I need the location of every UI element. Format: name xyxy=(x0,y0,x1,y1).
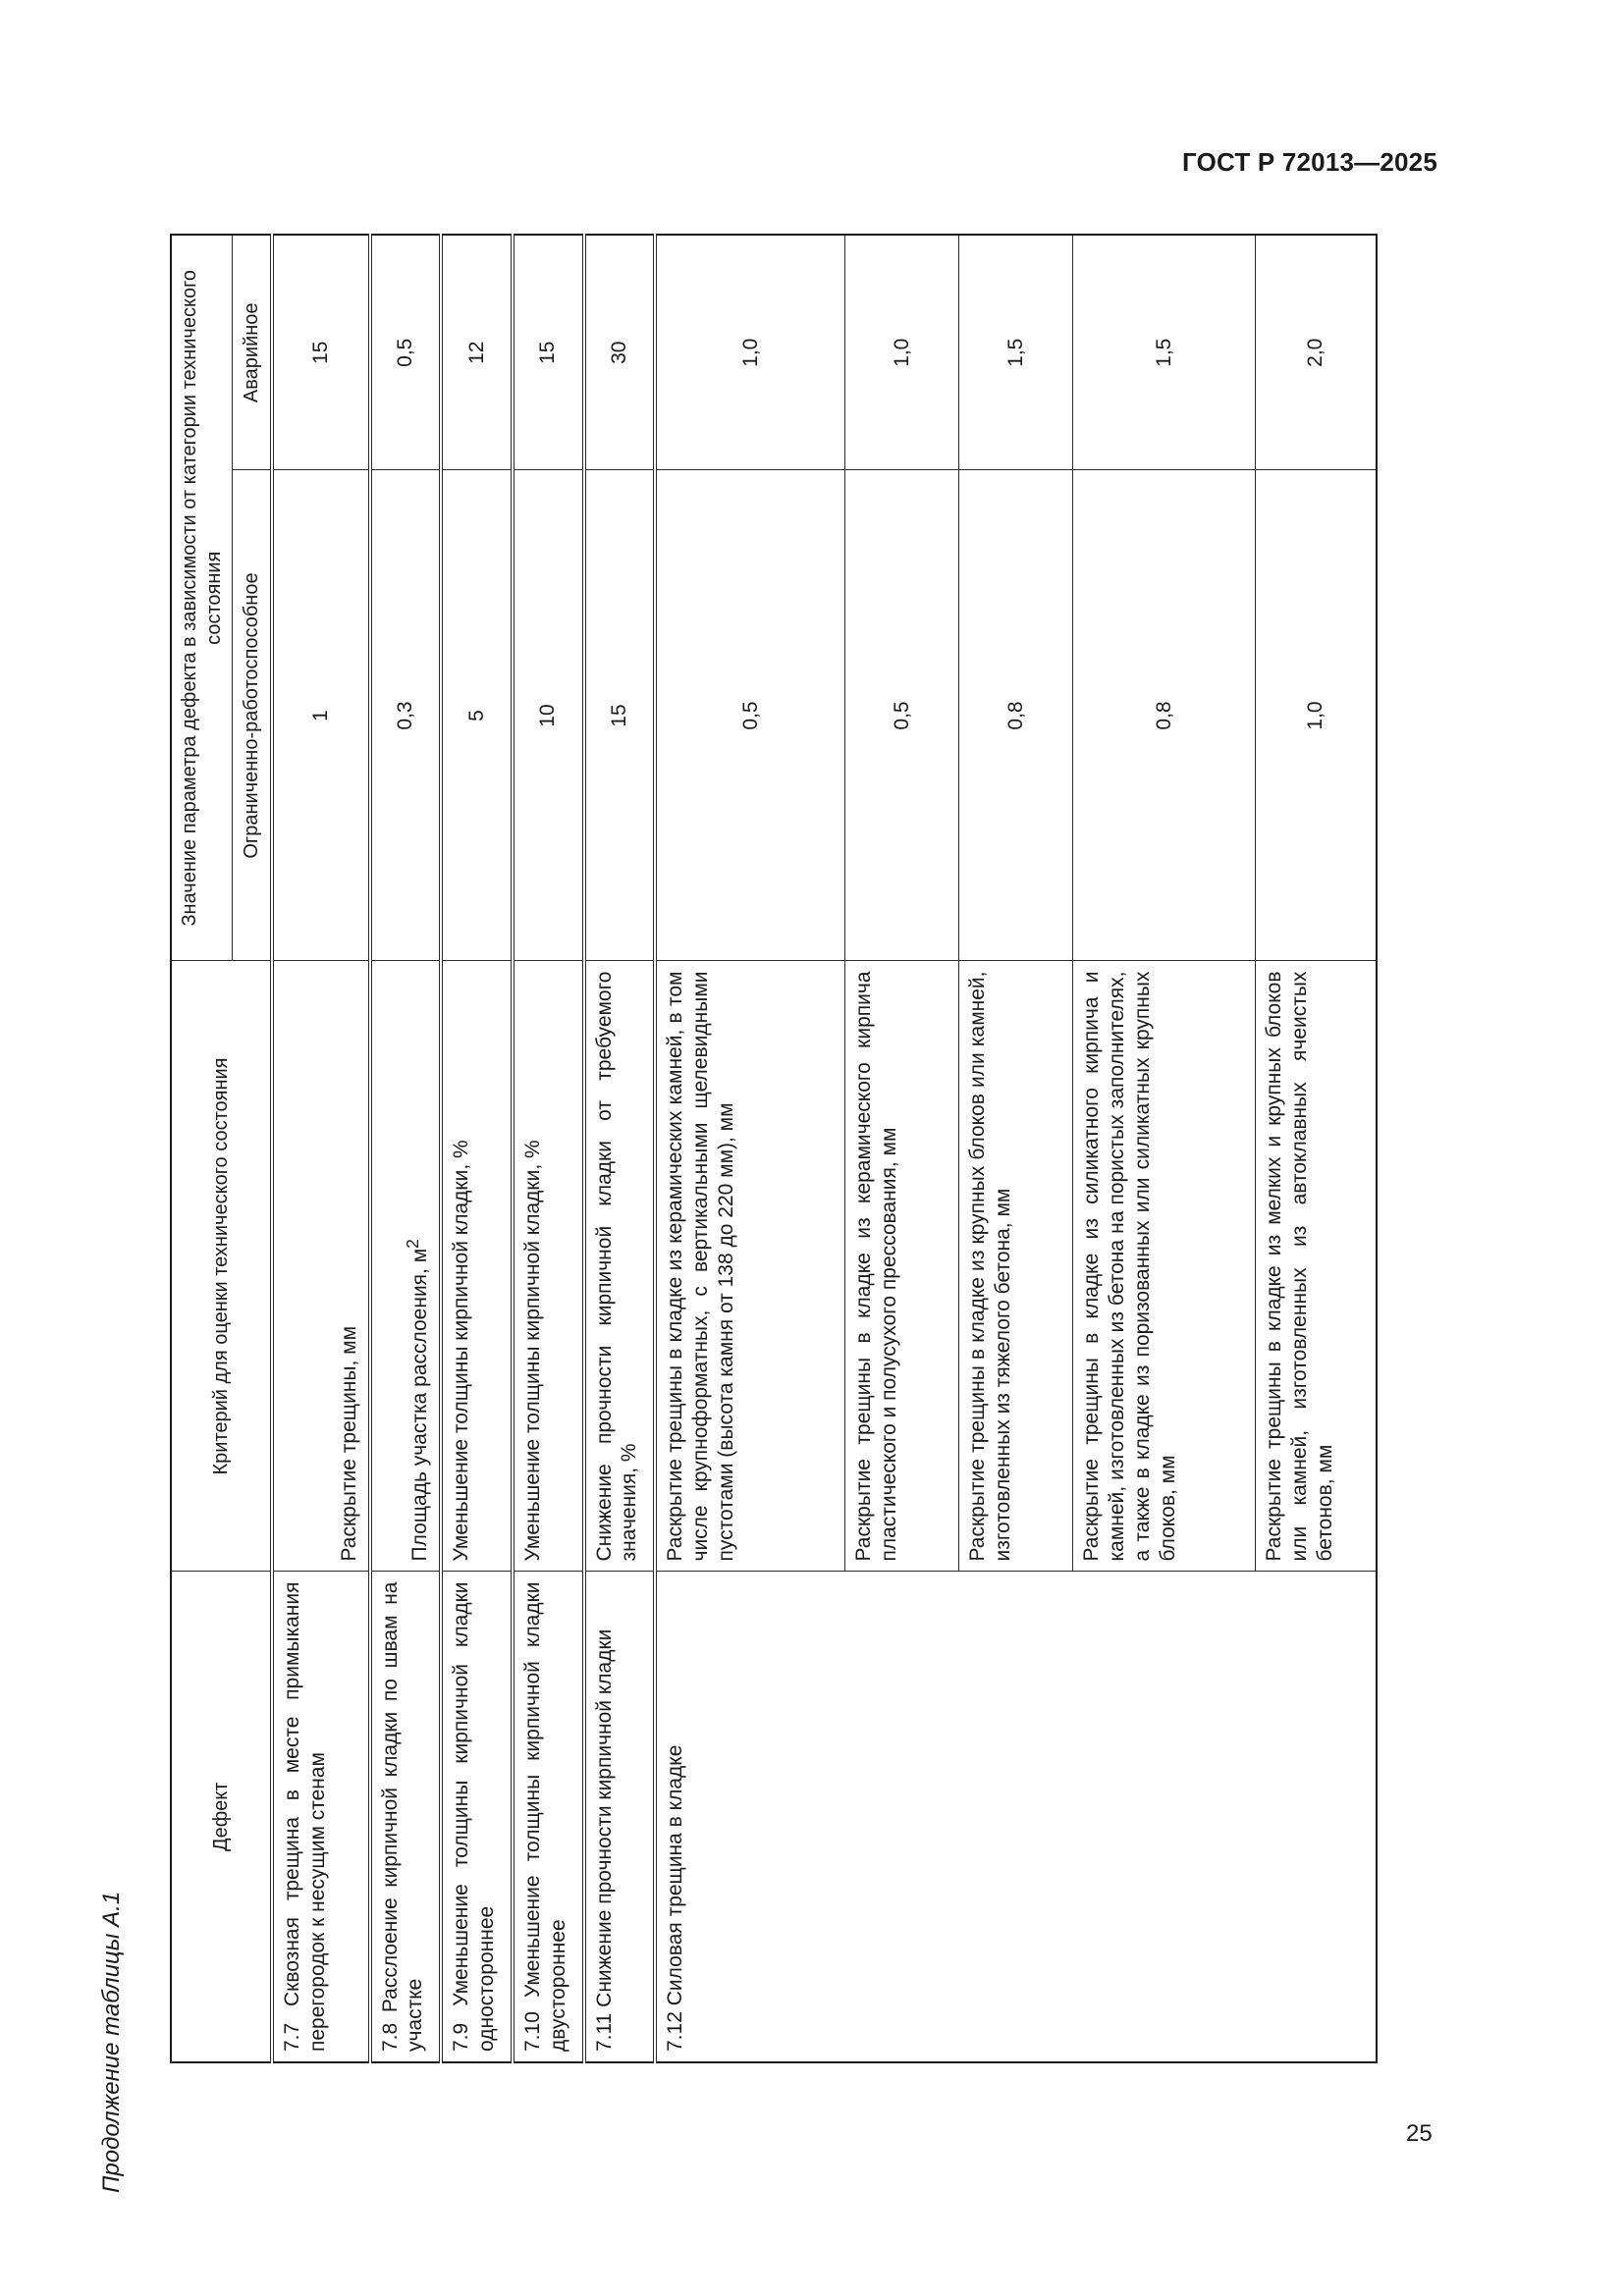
defects-table xyxy=(170,234,1378,2063)
continuation-label: Продолжение таблицы А.1 xyxy=(98,1891,125,2193)
criterion-cell: Уменьшение толщины кирпичной кладки, % xyxy=(441,961,513,1572)
emergency-value: 15 xyxy=(272,235,370,470)
emergency-value: 1,0 xyxy=(845,235,959,470)
criterion-text: Площадь участка расслоения, м xyxy=(408,1248,432,1562)
table-row xyxy=(655,235,844,2062)
limited-value: 0,8 xyxy=(1073,470,1256,961)
limited-value: 0,3 xyxy=(370,470,442,961)
limited-value: 5 xyxy=(441,470,513,961)
criterion-cell: Раскрытие трещины, мм xyxy=(272,961,370,1572)
column-header-criterion: Критерий для оценки технического состояния xyxy=(171,961,272,1572)
emergency-value: 1,5 xyxy=(1073,235,1256,470)
criterion-cell: Раскрытие трещины в кладке из керамических камней, в том числе крупноформатных, с вертикальными щелевидными пустотами (высота камня от 138 до 220 мм), мм xyxy=(655,961,844,1572)
criterion-cell: Раскрытие трещины в кладке из силикатного кирпича и камней, изготовленных из бетона на пористых заполнителях, а также в кладке из поризованных или силикатных крупных блоков, мм xyxy=(1073,961,1256,1572)
table-row xyxy=(584,235,656,2062)
table-row xyxy=(513,235,584,2062)
column-header-emergency: Аварийное xyxy=(233,235,272,470)
emergency-value: 12 xyxy=(441,235,513,470)
emergency-value: 1,5 xyxy=(959,235,1073,470)
column-header-limited: Ограниченно-работоспособное xyxy=(233,470,272,961)
limited-value: 0,5 xyxy=(845,470,959,961)
table-row xyxy=(370,235,442,2062)
limited-value: 1 xyxy=(272,470,370,961)
page-number: 25 xyxy=(1406,2120,1433,2147)
table-row xyxy=(441,235,513,2062)
column-header-defect: Дефект xyxy=(171,1572,272,2062)
criterion-cell: Раскрытие трещины в кладке из мелких и крупных блоков или камней, изготовленных из автоклавных ячеистых бетонов, мм xyxy=(1255,961,1377,1572)
table-row xyxy=(272,235,370,2062)
unit-superscript: 2 xyxy=(403,1239,423,1249)
criterion-cell: Раскрытие трещины в кладке из керамического кирпича пластического и полусухого прессования, мм xyxy=(845,961,959,1572)
limited-value: 10 xyxy=(513,470,584,961)
standard-code: ГОСТ Р 72013—2025 xyxy=(1182,147,1437,177)
defect-cell: 7.10 Уменьшение толщины кирпичной кладки двустороннее xyxy=(513,1572,584,2062)
criterion-cell: Снижение прочности кирпичной кладки от требуемого значения, % xyxy=(584,961,656,1572)
column-header-values-group: Значение параметра дефекта в зависимости от категории технического состояния xyxy=(171,235,233,961)
emergency-value: 30 xyxy=(584,235,656,470)
criterion-cell xyxy=(370,961,442,1572)
limited-value: 0,5 xyxy=(655,470,844,961)
limited-value: 1,0 xyxy=(1255,470,1377,961)
rotated-table-wrapper xyxy=(170,236,1378,2063)
limited-value: 0,8 xyxy=(959,470,1073,961)
emergency-value: 15 xyxy=(513,235,584,470)
defect-cell: 7.9 Уменьшение толщины кирпичной кладки одностороннее xyxy=(441,1572,513,2062)
defect-cell: 7.7 Сквозная трещина в месте примыкания перегородок к несущим стенам xyxy=(272,1572,370,2062)
emergency-value: 0,5 xyxy=(370,235,442,470)
emergency-value: 1,0 xyxy=(655,235,844,470)
defect-cell: 7.11 Снижение прочности кирпичной кладки xyxy=(584,1572,656,2062)
criterion-cell: Уменьшение толщины кирпичной кладки, % xyxy=(513,961,584,1572)
defect-cell: 7.8 Расслоение кирпичной кладки по швам на участке xyxy=(370,1572,442,2062)
emergency-value: 2,0 xyxy=(1255,235,1377,470)
defect-cell: 7.12 Силовая трещина в кладке xyxy=(655,1572,1377,2062)
criterion-cell: Раскрытие трещины в кладке из крупных блоков или камней, изготовленных из тяжелого бетона, мм xyxy=(959,961,1073,1572)
limited-value: 15 xyxy=(584,470,656,961)
